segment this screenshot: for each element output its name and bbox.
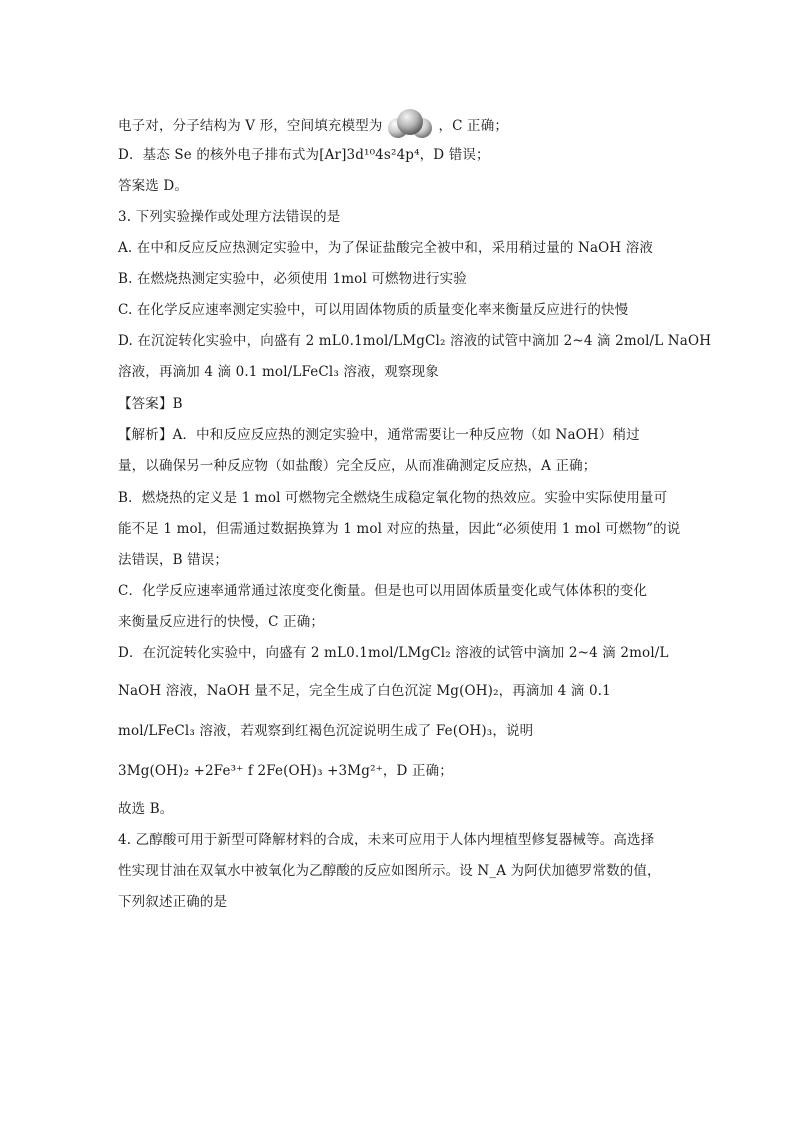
text-line-3: 答案选 D。 [118, 178, 189, 194]
analysis-line-6: C．化学反应速率通常通过浓度变化衡量。但是也可以用固体质量变化或气体体积的变化 [118, 583, 648, 599]
question-3-stem: 3. 下列实验操作或处理方法错误的是 [118, 209, 341, 225]
analysis-line-9: NaOH 溶液，NaOH 量不足，完全生成了白色沉淀 Mg(OH)₂，再滴加 4 滴 0.1 [118, 683, 611, 699]
line-1-pre: 电子对，分子结构为 V 形，空间填充模型为 [118, 118, 383, 134]
line-1-post: ，C 正确； [438, 118, 509, 134]
water-space-filling-model-icon [386, 108, 434, 145]
analysis-line-7: 来衡量反应进行的快慢，C 正确； [118, 614, 325, 630]
option-d-line-1: D. 在沉淀转化实验中，向盛有 2 mL0.1mol/LMgCl₂ 溶液的试管中滴加 2~4 滴 2mol/L NaOH [118, 333, 712, 349]
question-4-line-3: 下列叙述正确的是 [118, 894, 228, 910]
reaction-equation: 3Mg(OH)₂ +2Fe³⁺ f 2Fe(OH)₃ +3Mg²⁺，D 正确； [118, 763, 453, 779]
analysis-line-10: mol/LFeCl₃ 溶液，若观察到红褐色沉淀说明生成了 Fe(OH)₃，说明 [118, 723, 534, 739]
text-line-2: D．基态 Se 的核外电子排布式为[Ar]3d¹⁰4s²4p⁴，D 错误； [118, 147, 490, 163]
option-c: C. 在化学反应速率测定实验中，可以用固体物质的质量变化率来衡量反应进行的快慢 [118, 302, 629, 318]
option-a: A. 在中和反应反应热测定实验中，为了保证盐酸完全被中和，采用稍过量的 NaOH 溶液 [118, 240, 654, 256]
analysis-line-8: D．在沉淀转化实验中，向盛有 2 mL0.1mol/LMgCl₂ 溶液的试管中滴加 2~4 滴 2mol/L [118, 645, 669, 661]
analysis-conclusion: 故选 B。 [118, 801, 174, 817]
analysis-line-5: 法错误，B 错误； [118, 552, 229, 568]
option-d-line-2: 溶液，再滴加 4 滴 0.1 mol/LFeCl₃ 溶液，观察现象 [118, 364, 439, 380]
text-line-1 [118, 108, 508, 145]
analysis-line-2: 量，以确保另一种反应物（如盐酸）完全反应，从而准确测定反应热，A 正确； [118, 458, 597, 474]
analysis-line-4: 能不足 1 mol，但需通过数据换算为 1 mol 对应的热量，因此“必须使用 1 mol 可燃物”的说 [118, 521, 681, 537]
answer-label: 【答案】B [118, 396, 183, 412]
analysis-line-3: B．燃烧热的定义是 1 mol 可燃物完全燃烧生成稳定氧化物的热效应。实验中实际使用量可 [118, 490, 668, 506]
question-4-line-2: 性实现甘油在双氧水中被氧化为乙醇酸的反应如图所示。设 N_A 为阿伏加德罗常数的值， [118, 863, 661, 879]
option-b: B. 在燃烧热测定实验中，必须使用 1mol 可燃物进行实验 [118, 271, 467, 287]
analysis-line-1: 【解析】A．中和反应反应热的测定实验中，通常需要让一种反应物（如 NaOH）稍过 [118, 427, 640, 443]
question-4-line-1: 4. 乙醇酸可用于新型可降解材料的合成，未来可应用于人体内埋植型修复器械等。高选择 [118, 832, 655, 848]
